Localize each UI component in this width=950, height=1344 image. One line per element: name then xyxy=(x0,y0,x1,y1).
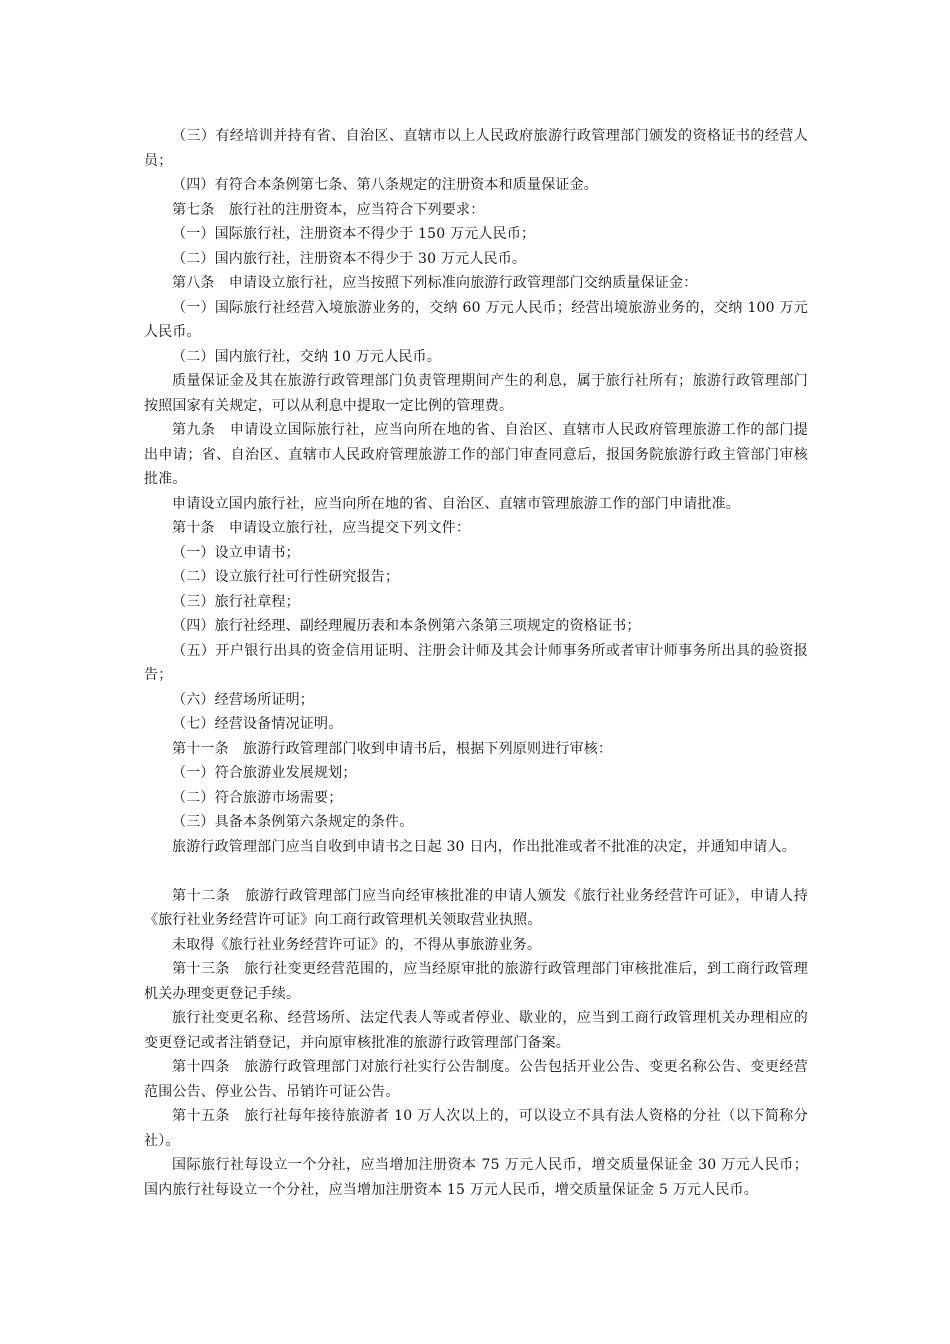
document-paragraph: 第九条 申请设立国际旅行社，应当向所在地的省、自治区、直辖市人民政府管理旅游工作的部门提出申请；省、自治区、直辖市人民政府管理旅游工作的部门审查同意后，报国务院旅游行政主管部门审核批准。 xyxy=(144,422,808,487)
document-paragraph: （二）设立旅行社可行性研究报告； xyxy=(172,569,400,585)
document-paragraph: （二）国内旅行社，注册资本不得少于 30 万元人民币。 xyxy=(172,250,527,267)
document-paragraph: （一）设立申请书； xyxy=(172,544,300,561)
document-paragraph: （一）国际旅行社经营入境旅游业务的，交纳 60 万元人民币；经营出境旅游业务的，交纳 100 万元人民币。 xyxy=(144,299,808,340)
document-paragraph: 第七条 旅行社的注册资本，应当符合下列要求： xyxy=(172,201,485,218)
document-paragraph: （四）旅行社经理、副经理履历表和本条例第六条第三项规定的资格证书； xyxy=(172,618,641,634)
document-paragraph: （三）具备本条例第六条规定的条件。 xyxy=(172,814,414,830)
document-paragraph: 未取得《旅行社业务经营许可证》的，不得从事旅游业务。 xyxy=(172,936,542,953)
document-paragraph: 第十五条 旅行社每年接待旅游者 10 万人次以上的，可以设立不具有法人资格的分社（以下简称分社）。 xyxy=(144,1108,808,1149)
document-paragraph: （六）经营场所证明； xyxy=(172,691,314,708)
document-paragraph: 第十二条 旅游行政管理部门应当向经审核批准的申请人颁发《旅行社业务经营许可证》，申请人持《旅行社业务经营许可证》向工商行政管理机关领取营业执照。 xyxy=(144,887,808,928)
document-paragraph: 国际旅行社每设立一个分社，应当增加注册资本 75 万元人民币，增交质量保证金 30 万元人民币；国内旅行社每设立一个分社，应当增加注册资本 15 万元人民币，增交质量保证金 5 万元人民币。 xyxy=(144,1157,808,1198)
document-paragraph: 申请设立国内旅行社，应当向所在地的省、自治区、直辖市管理旅游工作的部门申请批准。 xyxy=(172,495,740,512)
document-paragraph: 第十一条 旅游行政管理部门收到申请书后，根据下列原则进行审核： xyxy=(172,740,613,757)
document-paragraph: 质量保证金及其在旅游行政管理部门负责管理期间产生的利息，属于旅行社所有；旅游行政管理部门按照国家有关规定，可以从利息中提取一定比例的管理费。 xyxy=(144,373,808,414)
document-paragraph: （一）国际旅行社，注册资本不得少于 150 万元人民币； xyxy=(172,226,536,242)
document-paragraph: （七）经营设备情况证明。 xyxy=(172,716,343,732)
document-paragraph: （三）有经培训并持有省、自治区、直辖市以上人民政府旅游行政管理部门颁发的资格证书的经营人员； xyxy=(144,128,808,169)
document-paragraph: （一）符合旅游业发展规划； xyxy=(172,765,357,781)
document-paragraph: （四）有符合本条例第七条、第八条规定的注册资本和质量保证金。 xyxy=(172,177,598,193)
document-paragraph: 第十条 申请设立旅行社，应当提交下列文件： xyxy=(172,520,471,536)
document-paragraph: （五）开户银行出具的资金信用证明、注册会计师及其会计师事务所或者审计师事务所出具的验资报告； xyxy=(144,642,808,683)
document-paragraph: （三）旅行社章程； xyxy=(172,593,300,610)
document-body xyxy=(144,124,808,1202)
document-paragraph: 旅行社变更名称、经营场所、法定代表人等或者停业、歇业的，应当到工商行政管理机关办理相应的变更登记或者注销登记，并向原审核批准的旅游行政管理部门备案。 xyxy=(144,1010,808,1051)
document-paragraph: 第十四条 旅游行政管理部门对旅行社实行公告制度。公告包括开业公告、变更名称公告、变更经营范围公告、停业公告、吊销许可证公告。 xyxy=(144,1059,808,1100)
document-paragraph: （二）国内旅行社，交纳 10 万元人民币。 xyxy=(172,348,441,365)
document-paragraph: 第八条 申请设立旅行社，应当按照下列标准向旅游行政管理部门交纳质量保证金： xyxy=(172,275,698,291)
document-paragraph: 第十三条 旅行社变更经营范围的，应当经原审批的旅游行政管理部门审核批准后，到工商行政管理机关办理变更登记手续。 xyxy=(144,961,808,1002)
document-paragraph: 旅游行政管理部门应当自收到申请书之日起 30 日内，作出批准或者不批准的决定，并通知申请人。 xyxy=(172,838,796,855)
document-paragraph: （二）符合旅游市场需要； xyxy=(172,789,343,806)
